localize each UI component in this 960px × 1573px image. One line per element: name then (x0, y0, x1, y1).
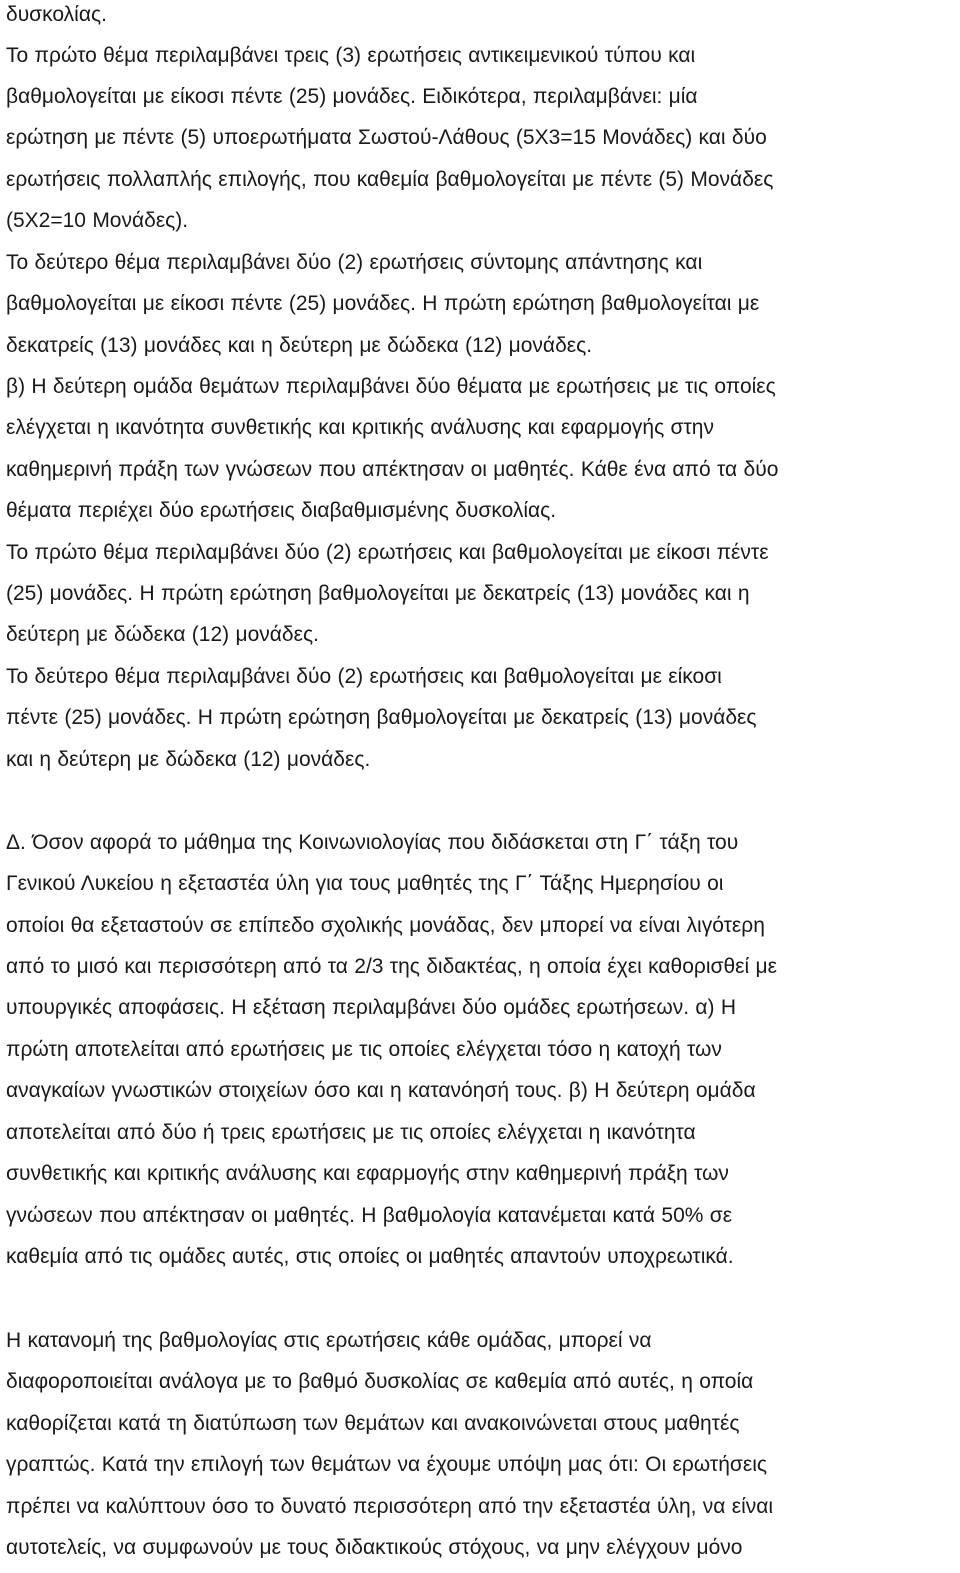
text-line: θέματα περιέχει δύο ερωτήσεις διαβαθμισμένης δυσκολίας. (6, 499, 557, 522)
text-line: καθορίζεται κατά τη διατύπωση των θεμάτων και ανακοινώνεται στους μαθητές (6, 1412, 740, 1435)
text-line: (25) μονάδες. Η πρώτη ερώτηση βαθμολογείται με δεκατρείς (13) μονάδες και η (6, 582, 750, 605)
text-line: Γενικού Λυκείου η εξεταστέα ύλη για τους μαθητές της Γ΄ Τάξης Ημερησίου οι (6, 872, 724, 895)
text-line: γνώσεων που απέκτησαν οι μαθητές. Η βαθμολογία κατανέμεται κατά 50% σε (6, 1204, 733, 1227)
text-line: πρώτη αποτελείται από ερωτήσεις με τις οποίες ελέγχεται τόσο η κατοχή των (6, 1038, 722, 1061)
text-line: καθεμία από τις ομάδες αυτές, στις οποίες οι μαθητές απαντούν υποχρεωτικά. (6, 1245, 734, 1268)
text-line: πρέπει να καλύπτουν όσο το δυνατό περισσότερη από την εξεταστέα ύλη, να είναι (6, 1495, 774, 1518)
text-line: Το δεύτερο θέμα περιλαμβάνει δύο (2) ερωτήσεις και βαθμολογείται με είκοσι (6, 665, 722, 688)
text-line: (5Χ2=10 Μονάδες). (6, 209, 189, 232)
text-line: συνθετικής και κριτικής ανάλυσης και εφαρμογής στην καθημερινή πράξη των (6, 1162, 729, 1185)
text-line: Η κατανομή της βαθμολογίας στις ερωτήσεις κάθε ομάδας, μπορεί να (6, 1329, 652, 1352)
text-line: δυσκολίας. (6, 3, 107, 26)
text-line: ερωτήσεις πολλαπλής επιλογής, που καθεμία βαθμολογείται με πέντε (5) Μονάδες (6, 168, 774, 191)
text-line: υπουργικές αποφάσεις. Η εξέταση περιλαμβάνει δύο ομάδες ερωτήσεων. α) Η (6, 996, 737, 1019)
text-line: Το πρώτο θέμα περιλαμβάνει δύο (2) ερωτήσεις και βαθμολογείται με είκοσι πέντε (6, 541, 769, 564)
text-line: αποτελείται από δύο ή τρεις ερωτήσεις με τις οποίες ελέγχεται η ικανότητα (6, 1121, 696, 1144)
text-line: βαθμολογείται με είκοσι πέντε (25) μονάδες. Ειδικότερα, περιλαμβάνει: μία (6, 85, 698, 108)
text-line: πέντε (25) μονάδες. Η πρώτη ερώτηση βαθμολογείται με δεκατρείς (13) μονάδες (6, 706, 757, 729)
text-line: αναγκαίων γνωστικών στοιχείων όσο και η κατανόησή τους. β) Η δεύτερη ομάδα (6, 1079, 756, 1102)
text-line: καθημερινή πράξη των γνώσεων που απέκτησαν οι μαθητές. Κάθε ένα από τα δύο (6, 458, 779, 481)
text-line: β) Η δεύτερη ομάδα θεμάτων περιλαμβάνει δύο θέματα με ερωτήσεις με τις οποίες (6, 375, 776, 398)
text-line: ελέγχεται η ικανότητα συνθετικής και κριτικής ανάλυσης και εφαρμογής στην (6, 416, 714, 439)
text-line: οποίοι θα εξεταστούν σε επίπεδο σχολικής μονάδας, δεν μπορεί να είναι λιγότερη (6, 914, 765, 937)
text-line: βαθμολογείται με είκοσι πέντε (25) μονάδες. Η πρώτη ερώτηση βαθμολογείται με (6, 292, 760, 315)
text-line: δεκατρείς (13) μονάδες και η δεύτερη με δώδεκα (12) μονάδες. (6, 334, 593, 357)
text-line: γραπτώς. Κατά την επιλογή των θεμάτων να έχουμε υπόψη μας ότι: Οι ερωτήσεις (6, 1453, 767, 1476)
text-line: και η δεύτερη με δώδεκα (12) μονάδες. (6, 748, 371, 771)
text-line: Το πρώτο θέμα περιλαμβάνει τρεις (3) ερωτήσεις αντικειμενικού τύπου και (6, 44, 696, 67)
text-line: δεύτερη με δώδεκα (12) μονάδες. (6, 623, 319, 646)
text-line: από το μισό και περισσότερη από τα 2/3 της διδακτέας, η οποία έχει καθορισθεί με (6, 955, 777, 978)
text-line: Το δεύτερο θέμα περιλαμβάνει δύο (2) ερωτήσεις σύντομης απάντησης και (6, 251, 703, 274)
text-line: διαφοροποιείται ανάλογα με το βαθμό δυσκολίας σε καθεμία από αυτές, η οποία (6, 1370, 754, 1393)
text-line: ερώτηση με πέντε (5) υποερωτήματα Σωστού-Λάθους (5Χ3=15 Μονάδες) και δύο (6, 126, 767, 149)
text-line: αυτοτελείς, να συμφωνούν με τους διδακτικούς στόχους, να μην ελέγχουν μόνο (6, 1536, 743, 1559)
text-line: Δ. Όσον αφορά το μάθημα της Κοινωνιολογίας που διδάσκεται στη Γ΄ τάξη του (6, 831, 739, 854)
